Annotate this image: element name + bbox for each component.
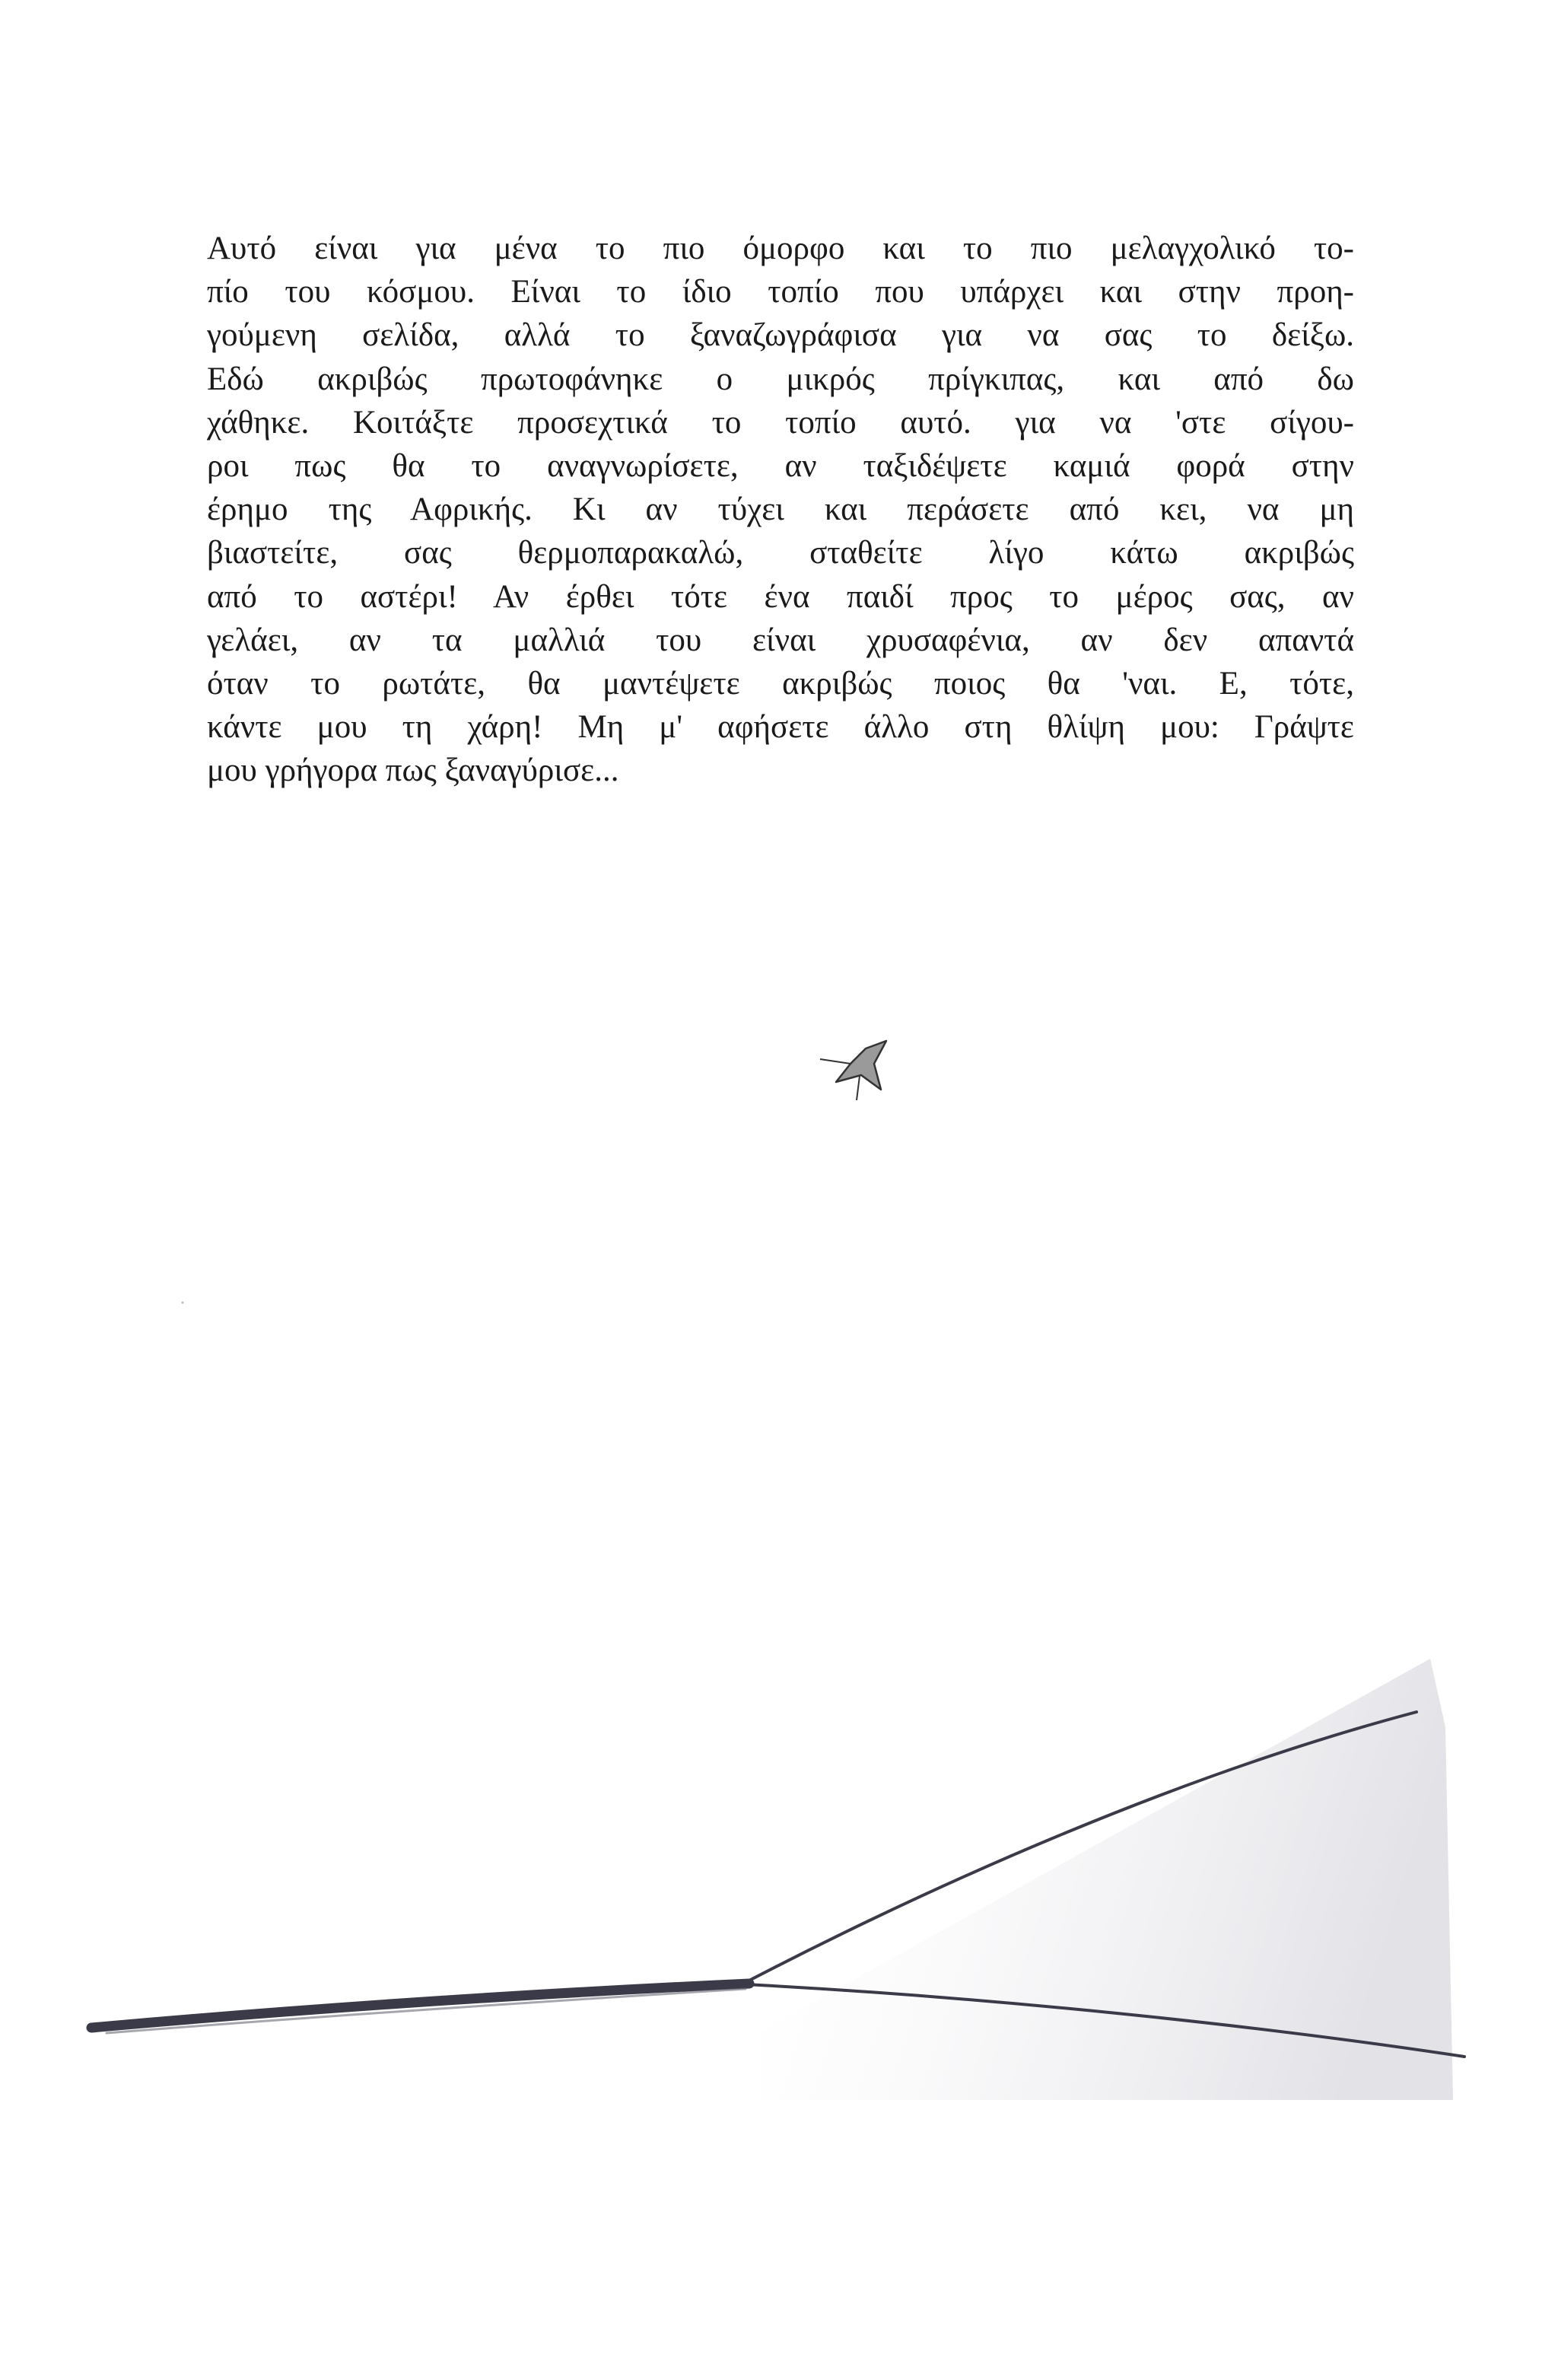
paragraph-line: όταν το ρωτάτε, θα μαντέψετε ακριβώς ποιος θα 'ναι. Ε, τότε,	[207, 665, 1354, 702]
horizon-line-texture	[107, 1989, 746, 2033]
horizon-line	[91, 1984, 749, 2028]
paragraph	[207, 227, 1354, 792]
paper-speck	[182, 1302, 184, 1304]
paragraph-line: βιαστείτε, σας θερμοπαρακαλώ, σταθείτε λίγο κάτω ακριβώς	[207, 535, 1354, 571]
paragraph-line: κάντε μου τη χάρη! Μη μ' αφήσετε άλλο στη θλίψη μου: Γράψτε	[207, 709, 1354, 746]
upper-dune-line	[742, 1712, 1417, 1984]
paragraph-line: γελάει, αν τα μαλλιά του είναι χρυσαφένια, αν δεν απαντά	[207, 622, 1354, 658]
paragraph-line: μου γρήγορα πως ξαναγύρισε...	[207, 752, 619, 789]
paragraph-line: από το αστέρι! Αν έρθει τότε ένα παιδί προς το μέρος σας, αν	[207, 578, 1354, 615]
paragraph-line: πίο του κόσμου. Είναι το ίδιο τοπίο που υπάρχει και στην προη-	[207, 274, 1354, 310]
paragraph-line: γούμενη σελίδα, αλλά το ξαναζωγράφισα για να σας το δείξω.	[207, 317, 1354, 354]
lower-dune-line	[746, 1984, 1464, 2057]
star-icon	[820, 1041, 886, 1100]
paragraph-line: Αυτό είναι για μένα το πιο όμορφο και το πιο μελαγχολικό το-	[207, 231, 1354, 266]
paragraph-line: χάθηκε. Κοιτάξτε προσεχτικά το τοπίο αυτό. για να 'στε σίγου-	[207, 404, 1354, 441]
paragraph-line: έρημο της Αφρικής. Κι αν τύχει και περάσετε από κει, να μη	[207, 492, 1354, 528]
shading-wash	[761, 1659, 1453, 2100]
paragraph-line: Εδώ ακριβώς πρωτοφάνηκε ο μικρός πρίγκιπας, και από δω	[207, 361, 1354, 397]
paragraph-line: ροι πως θα το αναγνωρίσετε, αν ταξιδέψετε καμιά φορά στην	[207, 447, 1354, 484]
